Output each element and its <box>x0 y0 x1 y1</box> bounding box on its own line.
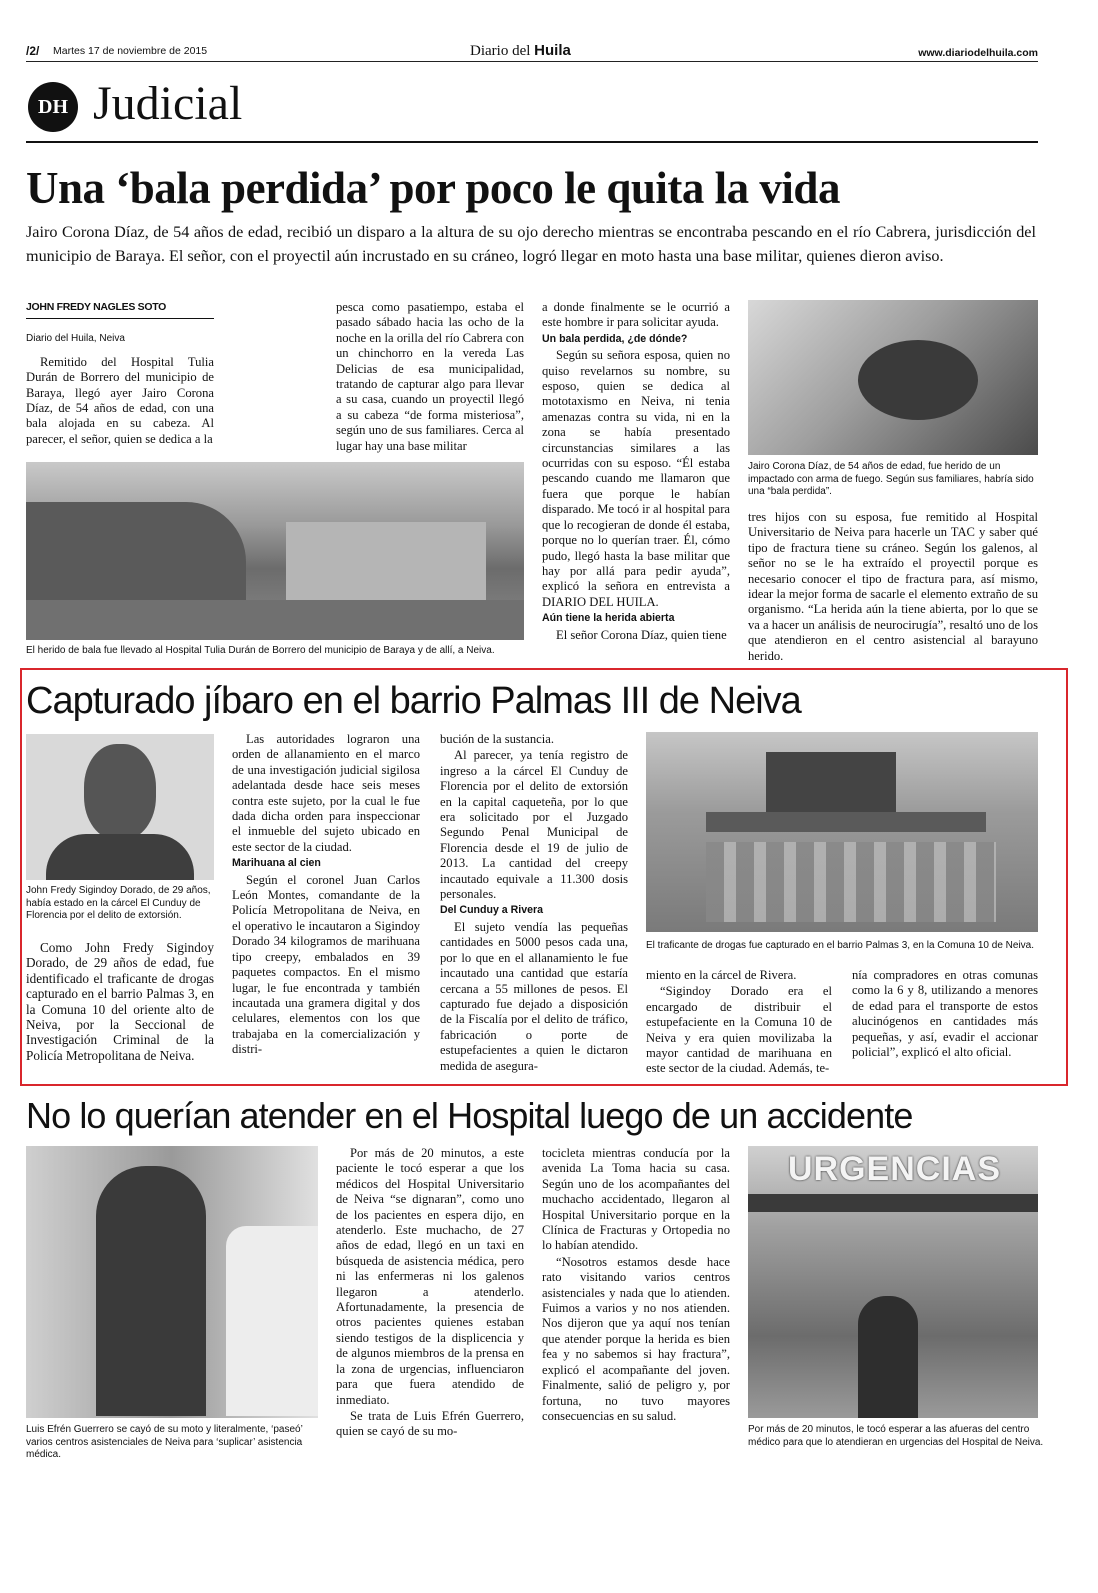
article-column-5 <box>852 968 1038 1061</box>
paragraph: Por más de 20 minutos, a este paciente le tocó esperar a que los médicos del Hospital Universitario de Neiva “se dignaran”, como uno de los pacientes en espera dijo, en atenderlo. Este muchacho, de 27 años de edad, llegó en un taxi en búsqueda de asistencia médica, pero ni las enfermeras ni los galenos llegaron a atenderlo. Afortunadamente, la presencia de otros pacientes quienes estaban siendo testigos de la displicencia y de algunos miembros de la prensa en la zona de urgencias, influenciaron para que fuera atendido de inmediato. <box>336 1146 524 1407</box>
photo-caption: Jairo Corona Díaz, de 54 años de edad, fue herido de un impactado con arma de fuego. Según sus familiares, habría sido una “bala perdida”. <box>748 461 1034 497</box>
photo-caption: El traficante de drogas fue capturado en el barrio Palmas 3, en la Comuna 10 de Neiva. <box>646 940 1035 951</box>
injured-man-photo <box>748 300 1038 455</box>
paragraph: Como John Fredy Sigindoy Dorado, de 29 años de edad, fue identificado el traficante de drogas capturado en el barrio Palmas 3, en la Comuna 10 del oriente alto de Neiva, por la Seccional de Investigación Criminal de la Policía Metropolitana de Neiva. <box>26 940 214 1063</box>
paragraph: bución de la sustancia. <box>440 732 555 746</box>
paragraph: Las autoridades lograron una orden de allanamiento en el marco de una investigación judicial sigilosa adelantada desde hace seis meses contra este sujeto, por la cual le fue dada dicha orden para inspeccionar el inmueble del sujeto ubicado en este sector de la ciudad. <box>232 732 420 854</box>
article-column-3 <box>542 1146 730 1425</box>
photo-caption: John Fredy Sigindoy Dorado, de 29 años, había estado en la cárcel El Cunduy de Florencia por el delito de extorsión. <box>26 885 211 921</box>
paragraph: nía compradores en otras comunas como la 6 y 8, utilizando a menores de edad para el transporte de estos alucinógenos en cantidades más pequeñas, y así, evadir el accionar policial”, explicó el alto oficial. <box>852 968 1038 1060</box>
seized-drugs-photo <box>646 732 1038 932</box>
paragraph: Remitido del Hospital Tulia Durán de Borrero del municipio de Baraya, llegó ayer Jairo Corona Díaz, de 54 años de edad, con una bala alojada en su cabeza. Al parecer, el señor, quien se dedica a la <box>26 354 214 446</box>
paragraph: Se trata de Luis Efrén Guerrero, quien se cayó de su mo- <box>336 1408 524 1439</box>
article-lead: Jairo Corona Díaz, de 54 años de edad, recibió un disparo a la altura de su ojo derecho mientras se encontraba pescando en el río Cabrera, jurisdicción del municipio de Baraya. El señor, con el proyectil aún incrustado en su cráneo, logró llegar en moto hasta una base militar, quienes dieron aviso. <box>26 223 1036 265</box>
header-rule <box>26 61 1038 62</box>
paragraph: miento en la cárcel de Rivera. <box>646 968 797 982</box>
paragraph: El sujeto vendía las pequeñas cantidades en 5000 pesos cada una, por lo que en el allanamiento le fue incautado una cantidad que estaría cercana a 55 millones de pesos. El capturado fue dejado a disposición de la Fiscalía por el delito de tráfico, fabricación o porte de estupefacientes a quien le dictaron medida de asegura- <box>440 919 628 1073</box>
site-url: www.diariodelhuila.com <box>918 47 1038 59</box>
subheading: Marihuana al cien <box>232 857 321 870</box>
subheading: Un bala perdida, ¿de dónde? <box>542 332 688 345</box>
paragraph: tres hijos con su esposa, fue remitido al Hospital Universitario de Neiva para hacerle un TAC y saber qué tipo de fractura tiene su cráneo. Según los galenos, al señor no se le ha extraído el proyectil porque es necesario conocer el tipo de fractura para, así mismo, idear la mejor forma de sacarle el elemento extraño de su organismo. “La herida aún la tiene abierta, por lo que se va a hacer un análisis de neurocirugía”, resaltó uno de los que atendieron en el centro asistencial al barayuno herido. <box>748 510 1038 663</box>
section-title: Judicial <box>93 77 243 130</box>
byline: JOHN FREDY NAGLES SOTO <box>26 300 214 319</box>
photo-caption: Luis Efrén Guerrero se cayó de su moto y literalmente, ‘paseó’ varios centros asistenciales de Neiva para ‘suplicar’ asistencia médica. <box>26 1424 303 1460</box>
section-rule <box>26 141 1038 143</box>
urgencias-sign: URGENCIAS <box>788 1150 1002 1188</box>
dh-logo-icon: DH <box>28 82 78 132</box>
patient-photo <box>26 1146 318 1418</box>
dateline: Diario del Huila, Neiva <box>26 333 125 345</box>
paragraph: Al parecer, ya tenía registro de ingreso a la cárcel El Cunduy de Florencia por el delito de extorsión en la capital caqueteña, por lo que era solicitado por el Juzgado Segundo Penal Municipal de Florencia desde el 19 de julio de 2013. La cantidad del creepy incautado equivale a 11.300 dosis personales. <box>440 748 628 902</box>
article-column-4 <box>748 510 1038 665</box>
urgencias-entrance-photo <box>748 1146 1038 1418</box>
paragraph: tocicleta mientras conducía por la avenida La Toma hacia su casa. Según uno de los acompañantes del muchacho accidentado, llegaron al Hospital Universitario porque en la Clínica de Fracturas y Ortopedia no lo habían atendido. <box>542 1146 730 1253</box>
paragraph: “Nosotros estamos desde hace rato visitando varios centros asistenciales y nada que lo atienden. Fuimos a varios y no nos atienden. Nos dijeron que ya aquí nos tenían que atender porque la herida es bien fea y no sabemos si hay fractura”, explicó el acompañante del joven. Finalmente, salió de peligro y, por fortuna, no tuvo mayores consecuencias en su salud. <box>542 1254 730 1423</box>
article-headline: Capturado jíbaro en el barrio Palmas III de Neiva <box>26 680 801 722</box>
paragraph: “Sigindoy Dorado era el encargado de distribuir el estupefaciente en la Comuna 10 de Neiva y era quien movilizaba la mayor cantidad de marihuana en este sector de la ciudad. Además, te- <box>646 984 832 1076</box>
paragraph: Según el coronel Juan Carlos León Montes, comandante de la Policía Metropolitana de Neiva, en el operativo le incautaron a Sigindoy Dorado 34 kilogramos de marihuana tipo creepy, embalados en 39 paquetes compactos. En el mismo lugar, le fue encontrada y también incautada una gramera digital y dos celulares, elementos con los que trabajaba en la comercialización y distri- <box>232 872 420 1057</box>
paragraph: a donde finalmente se le ocurrió a este hombre ir para solicitar ayuda. <box>542 300 730 330</box>
article-column-2 <box>232 732 420 1059</box>
article-column-1 <box>26 940 214 1064</box>
photo-caption: El herido de bala fue llevado al Hospital Tulia Durán de Borrero del municipio de Baraya y de allí, a Neiva. <box>26 645 495 656</box>
article-column-2 <box>336 300 524 455</box>
article-headline: No lo querían atender en el Hospital luego de un accidente <box>26 1095 913 1136</box>
article-column-3 <box>542 300 730 644</box>
masthead: Diario del Huila <box>470 42 571 59</box>
photo-caption: Por más de 20 minutos, le tocó esperar a las afueras del centro médico para que lo atendieran en urgencias del Hospital de Neiva. <box>748 1424 1044 1448</box>
suspect-portrait-photo <box>26 734 214 880</box>
article-column-1 <box>26 300 214 448</box>
issue-date: Martes 17 de noviembre de 2015 <box>53 45 208 57</box>
page-number: /2/ <box>26 44 40 58</box>
paragraph: Según su señora esposa, quien no quiso revelarnos su nombre, su esposo, quien se dedica al mototaxismo en Neiva, ni tenia amenazas contra su vida, ni en la zona se había presentado circunstancias similares a las ocurridas con su esposo. “Él estaba pescando cuando me llamaron que fuera que porque le habían disparado. Me tocó ir al hospital para que lo recogieran de donde él estaba, porque no lo querían traer. Él, cómo pudo, llegó hasta la base militar que hay por allá para pedir ayuda”, explicó la señora en entrevista a DIARIO DEL HUILA. <box>542 348 730 609</box>
hospital-street-photo <box>26 462 524 640</box>
article-headline: Una ‘bala perdida’ por poco le quita la vida <box>26 163 840 213</box>
article-column-4 <box>646 968 832 1078</box>
paragraph: El señor Corona Díaz, quien tiene <box>556 627 727 642</box>
paragraph: pesca como pasatiempo, estaba el pasado sábado hacia las ocho de la noche en la orilla del río Cabrera con un chinchorro en la vereda Las Delicias de esa municipalidad, tratando de capturar algo para llevar a su casa, cuando un proyectil llegó a su cabeza “de forma misteriosa”, según uno de sus familiares. Cerca al lugar hay una base militar <box>336 300 524 453</box>
article-column-2 <box>336 1146 524 1441</box>
article-column-3 <box>440 732 628 1075</box>
subheading: Aún tiene la herida abierta <box>542 612 675 625</box>
subheading: Del Cunduy a Rivera <box>440 904 544 917</box>
